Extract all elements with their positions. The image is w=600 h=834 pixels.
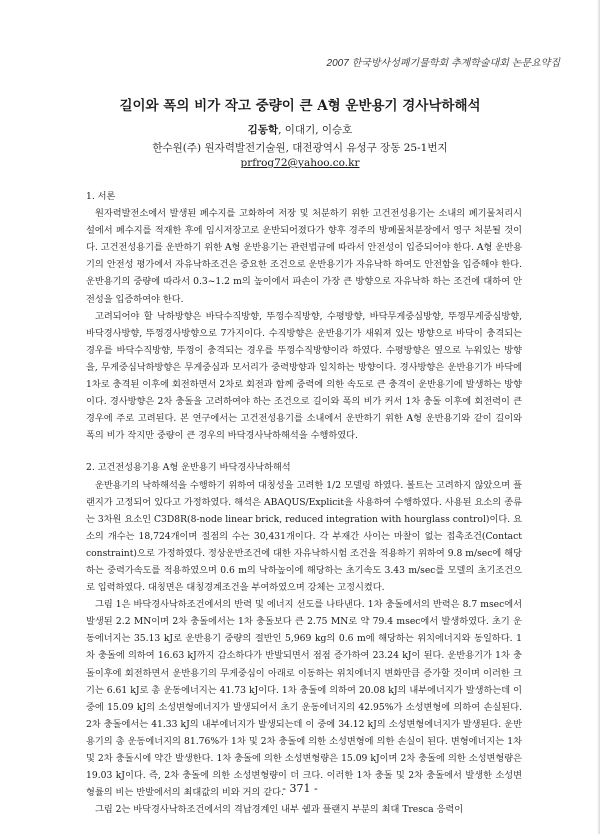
author-line [0,122,600,137]
proceedings-header: 2007 한국방사성폐기물학회 추계학술대회 논문요약집 [326,58,560,69]
lead-author: 김동학 [247,124,279,136]
body-text [86,188,522,818]
author-email: prfrog72@yahoo.co.kr [240,157,360,169]
affiliation: 한수원(주) 원자력발전기술원, 대전광역시 유성구 장동 25-1번지 [152,142,448,154]
paper-title: 길이와 폭의 비가 작고 중량이 큰 A형 운반용기 경사낙하해석 [119,98,481,114]
page-number: - 371 - [282,782,318,795]
paragraph: 고려되어야 할 낙하방향은 바닥수직방향, 뚜껑수직방향, 수평방향, 바닥무게중심방향, 뚜껑무게중심방향, 바닥경사방향, 뚜껑경사방향으로 7가지이다. 수직방향은 운반용기가 새워져 있는 방향으로 바닥이 충격되는 경우를 바닥수직방향, 뚜껑이 충격되는 경우를 뚜껑수직방향이라 하였다. 수평방향은 옆으로 누워있는 방향을, 무게중심낙하방향은 무게중심과 모서리가 중력방향과 일치하는 방향이다. 경사방향은 운반용기가 바닥에 1차로 충격된 이후에 회전하면서 2차로 회전과 함께 중력에 의한 속도로 큰 충격이 운반용기에 발생하는 방향이다. 경사방향은 2차 충돌을 고려하여야 하는 조건으로 길이와 폭의 비가 커서 1차 충돌 이후에 회전력이 큰 경우에 주로 고려된다. 본 연구에서는 고건전성용기를 소내에서 운반하기 위한 A형 운반용기와 같이 길이와 폭의 비가 작지만 중량이 큰 경우의 바닥경사낙하해석을 수행하였다. [86,310,522,442]
paragraph: 원자력발전소에서 발생된 폐수지를 고화하여 저장 및 처분하기 위한 고건전성용기는 소내의 폐기물처리시설에서 폐수지를 적재한 후에 임시저장고로 운반되어졌다가 향후 경주의 방폐물처분장에서 영구 처분될 것이다. 고건전성용기를 운반하기 위한 A형 운반용기는 관련법규에 따라서 안전성이 입증되어야 한다. A형 운반용기의 안전성 평가에서 자유낙하조건은 중요한 조건으로 운반용기가 자유낙하 하여도 안전함을 입증해야 한다. 운반용기의 중량에 따라서 0.3~1.2 m의 높이에서 파손이 가장 큰 방향으로 자유낙하 하는 조건에 대하여 안전성을 입증하여야 한다. [86,208,522,305]
section-heading-analysis: 2. 고건전성용기용 A형 운반용기 바닥경사낙하해석 [86,462,291,474]
section-gap [86,444,522,459]
section-heading-intro: 1. 서론 [86,191,116,202]
paragraph: 그림 1은 바닥경사낙하조건에서의 반력 및 에너지 선도를 나타낸다. 1차 충돌에서의 반력은 8.7 msec에서 발생된 2.2 MN이며 2차 충돌에서는 1차 충돌보다 큰 2.75 MN로 약 79.4 msec에서 발생하였다. 초기 운동에너지는 35.13 kJ로 운반용기 중량의 절반인 5,969 kg의 0.6 m에 해당하는 위치에너지와 동일하다. 1차 충돌에 의하여 16.63 kJ까지 감소하다가 반발되면서 점점 증가하여 23.24 kJ이 된다. 운반용기가 1차 충돌이후에 회전하면서 운반용기의 무게중심이 아래로 이동하는 위치에너지 변화만큼 증가할 것이며 이러한 크기는 6.61 kJ로 총 운동에너지는 41.73 kJ이다. 1차 충돌에 의하여 20.08 kJ의 내부에너지가 발생하는데 이 중에 15.09 kJ의 소성변형에너지가 발생되어서 초기 운동에너지의 42.95%가 소성변형에 의하여 손실된다. 2차 충돌에서는 41.33 kJ의 내부에너지가 발생되는데 이 중에 34.12 kJ의 소성변형에너지가 발생된다. 운반용기의 총 운동에너지의 81.76%가 1차 및 2차 충돌에 의한 소성변형에 의한 손실이 된다. 변형에너지는 1차 및 2차 충돌시에 약간 발생한다. 1차 충돌에 의한 소성변형량은 15.09 kJ이며 2차 충돌에 의한 소성변형량은 19.03 kJ이다. 즉, 2차 충돌에 의한 소성변형량이 더 크다. 이러한 1차 충돌 및 2차 충돌에서 발생한 소성변형률의 비는 반발에서의 최대값의 비와 거의 같다. [86,599,522,799]
paragraph: 그림 2는 바닥경사낙하조건에서의 격납경계인 내부 쉘과 플랜지 부분의 최대 Tresca 응력이 [95,804,464,816]
paragraph: 운반용기의 낙하해석을 수행하기 위하여 대칭성을 고려한 1/2 모델링 하였다. 볼트는 고려하지 않았으며 플랜지가 고정되어 있다고 가정하였다. 해석은 ABAQUS/Explicit을 사용하여 수행하였다. 사용된 요소의 종류는 3차원 요소인 C3D8R(8-node linear brick, reduced integration with hourglass control)이다. 요소의 개수는 18,724개이며 절점의 수는 30,431개이다. 각 부재간 사이는 마찰이 없는 접촉조건(Contact constraint)으로 가정하였다. 정상운반조건에 대한 자유낙하시험 조건을 적용하기 위하여 9.8 m/sec에 해당하는 중력가속도를 적용하였으며 0.6 m의 낙하높이에 해당하는 초기속도 3.43 m/sec를 모델의 초기조건으로 입력하였다. 대칭면은 대칭경계조건을 부여하였으며 강체는 고정시켰다. [86,479,522,594]
co-authors: , 이대기, 이승호 [278,124,353,136]
